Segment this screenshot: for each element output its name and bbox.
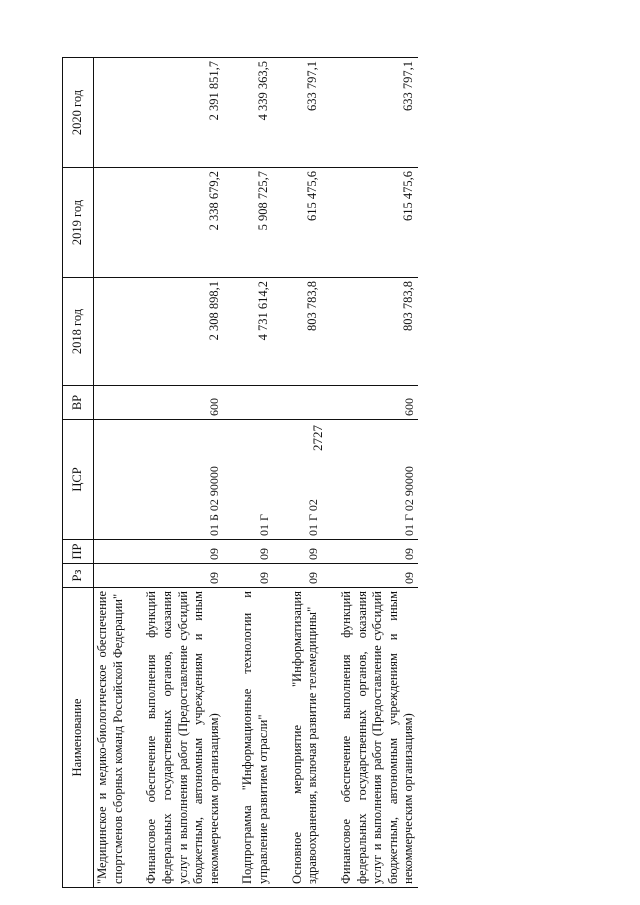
document-sheet [62, 58, 596, 888]
row-csr: 01 Г 02 [289, 420, 322, 540]
row-rz: 09 [239, 564, 272, 588]
table-header-row [63, 58, 94, 888]
row-csr: 01 Г [239, 420, 272, 540]
header-pr: ПР [63, 540, 94, 564]
row-name: Финансовое обеспечение выполнения функций федеральных государственных органов, оказания услуг и выполнения работ (Предоставление субсидий бюджетным, автономным учреждениям и иным некоммерческим организациям) [143, 588, 223, 888]
row-vr: 600 [143, 386, 223, 420]
row-2018 [94, 278, 128, 386]
row-pr: 09 [143, 540, 223, 564]
budget-table [62, 57, 418, 888]
row-spacer [273, 58, 289, 888]
page-number: 2727 [310, 425, 325, 451]
row-name: Основное мероприятие "Информатизация здравоохранения, включая развитие телемедицины" [289, 588, 322, 888]
header-2019: 2019 год [63, 168, 94, 278]
row-spacer [223, 58, 239, 888]
rotated-table-container [62, 58, 596, 888]
row-csr: 01 Г 02 90000 [338, 420, 418, 540]
row-2018: 4 731 614,2 [239, 278, 272, 386]
row-2020: 633 797,1 [289, 58, 322, 168]
row-2019: 5 908 725,7 [239, 168, 272, 278]
row-2019: 2 338 679,2 [143, 168, 223, 278]
row-pr: 09 [338, 540, 418, 564]
row-vr [239, 386, 272, 420]
row-name: Финансовое обеспечение выполнения функций федеральных государственных органов, оказания услуг и выполнения работ (Предоставление субсидий бюджетным, автономным учреждениям и иным некоммерческим организациям) [338, 588, 418, 888]
header-vr: ВР [63, 386, 94, 420]
table-row [94, 58, 128, 888]
row-2019: 615 475,6 [289, 168, 322, 278]
header-rz: Рз [63, 564, 94, 588]
row-2020: 633 797,1 [338, 58, 418, 168]
row-pr: 09 [239, 540, 272, 564]
row-vr [289, 386, 322, 420]
header-2018: 2018 год [63, 278, 94, 386]
row-csr: 01 Б 02 90000 [143, 420, 223, 540]
table-row [239, 58, 272, 888]
row-rz: 09 [289, 564, 322, 588]
header-csr: ЦСР [63, 420, 94, 540]
table-row [338, 58, 418, 888]
row-2018: 2 308 898,1 [143, 278, 223, 386]
table-row [289, 58, 322, 888]
row-spacer [322, 58, 338, 888]
row-2018: 803 783,8 [338, 278, 418, 386]
row-2020: 2 391 851,7 [143, 58, 223, 168]
table-row [143, 58, 223, 888]
header-2020: 2020 год [63, 58, 94, 168]
row-2019 [94, 168, 128, 278]
row-csr [94, 420, 128, 540]
row-name: "Медицинское и медико-биологическое обеспечение спортсменов сборных команд Российской Федерации" [94, 588, 128, 888]
header-name: Наименование [63, 588, 94, 888]
row-vr [94, 386, 128, 420]
row-2019: 615 475,6 [338, 168, 418, 278]
row-2018: 803 783,8 [289, 278, 322, 386]
row-rz: 09 [338, 564, 418, 588]
row-2020 [94, 58, 128, 168]
row-rz: 09 [143, 564, 223, 588]
row-pr: 09 [289, 540, 322, 564]
row-vr: 600 [338, 386, 418, 420]
row-pr [94, 540, 128, 564]
row-rz [94, 564, 128, 588]
row-name: Подпрограмма "Информационные технологии и управление развитием отрасли" [239, 588, 272, 888]
row-spacer [127, 58, 143, 888]
row-2020: 4 339 363,5 [239, 58, 272, 168]
